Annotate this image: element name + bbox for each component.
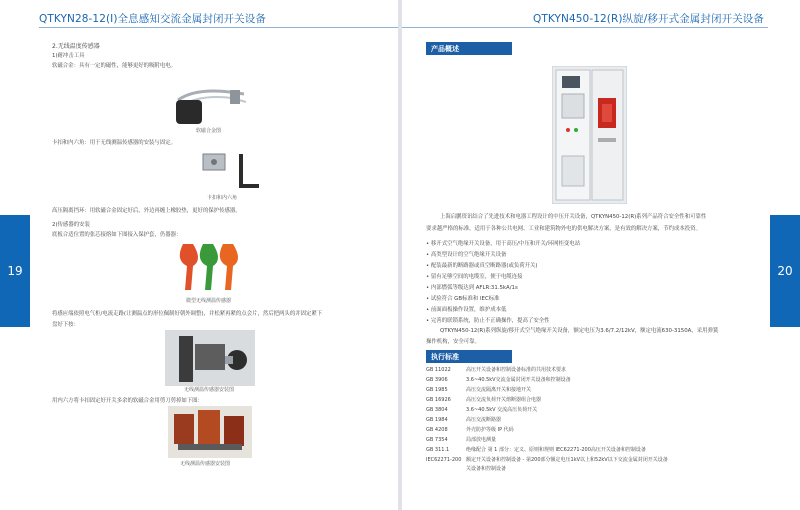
standard-row: IEC62271-200 额定开关设备和控制设备 - 第200部分额定电压1kV以上和52kV以下交流金属封闭开关设备 (426, 456, 668, 463)
standard-row: GB 3804 3.6~40.5kV 交流高压负荷开关 (426, 406, 538, 413)
right-page (402, 0, 800, 510)
figure-caption: 软磁合金图 (196, 128, 222, 134)
wireless-sensors-image (173, 240, 253, 295)
left-page-number: 19 (0, 215, 30, 327)
feature-bullet: • 前面面板操作设置，维护成本低 (426, 307, 507, 313)
body-text: 将感应端依照电气柜/电流走路(让测温点的形位佩制好朝外调整)，并松紧再紧的点会片，然后把两头的并固定紧下 (52, 311, 323, 317)
feature-bullet: • 试验符合 GB标准和 IEC标准 (426, 296, 500, 302)
body-text: 高压隔离挡环：用软磁合金固定好后，外边再缠上橡胶垫，更好的保护传感器。 (52, 208, 241, 214)
body-text: 软磁合金：具有一定的磁性，能够更好的吸附电电。 (52, 63, 176, 69)
sensor-installation-photo-2 (168, 406, 252, 458)
clip-and-hex-key-image (195, 148, 265, 193)
subsection-heading: 2)传感器的安装 (52, 222, 90, 228)
body-text: 盘好下按： (52, 322, 79, 328)
feature-bullet: • 高类型设计的空气绝缘开关设备 (426, 252, 507, 258)
section-product-overview: 产品概述 (426, 42, 512, 55)
sensor-installation-photo (165, 330, 255, 386)
standard-row: GB 1984 高压交流断路器 (426, 416, 502, 423)
intro-text: 上海启鹏资讯结合了先进技术和电器工程设计的中压开关设备，QTKYN450-12(R)系列产品符合安全性和可靠性 (440, 214, 707, 220)
switchgear-cabinet-image (552, 66, 627, 204)
closing-text: QTKYN450-12(R)系列纵旋/移开式空气绝缘开关设备，额定电压为3.6/7.2/12kV，额定电流630-3150A，采用弹簧 (440, 328, 719, 334)
body-text: 用内六方将卡扣固定好开关多余的软磁合金用剪刀剪掉如下图： (52, 398, 203, 404)
section-heading: 2.无线温度传感器 (52, 43, 100, 50)
soft-magnet-strap-image (170, 80, 250, 130)
figure-caption: 无线测温传感器安装图 (184, 387, 235, 393)
figure-caption: 微型无线测温传感器 (186, 298, 232, 304)
right-header-title: QTKYN450-12(R)纵旋/移开式金属封闭开关设备 (533, 13, 764, 25)
standard-row: GB 16926 高压交流负荷开关熔断器组合电器 (426, 396, 542, 403)
left-page (0, 0, 398, 510)
feature-bullet: • 完善的联锁系统，防止不正确操作，提高了安全性 (426, 318, 550, 324)
feature-bullet: • 内部燃弧等级达到 AFLR:31.5kA/1s (426, 285, 518, 291)
feature-bullet: • 移开式空气绝缘开关设备，用于高压/中压和开关/环网柜变电站 (426, 241, 581, 247)
intro-text: 要求越严格的标准，适用于各种公共电网、工业和建筑物外电的供电解决方案，是有效的解决方案，节约成本投资。 (426, 226, 701, 232)
standard-row: GB 3906 3.6~40.5kV交流金属封闭开关设备和控制设备 (426, 376, 571, 383)
feature-bullet: • 配装最新的断路器或真空断路器(或负荷开关) (426, 263, 538, 269)
standard-row: GB 7354 局部放电测量 (426, 436, 497, 443)
right-page-number: 20 (770, 215, 800, 327)
body-text: 卡扣和内六角：用于无线测温传感器的安装与固定。 (52, 140, 176, 146)
standard-row: GB 11022 高压开关设备和控制设备标准的共用技术要求 (426, 366, 567, 373)
standard-row-continuation: 关设备和控制设备 (466, 466, 507, 472)
subsection-heading: 1)耐冲击工具 (52, 53, 85, 59)
left-header-title: QTKYN28-12(I)全息感知交流金属封闭开关设备 (39, 13, 266, 25)
figure-caption: 卡扣和内六角 (207, 195, 238, 201)
feature-bullet: • 留有足够空间的电缆室，便于电缆连接 (426, 274, 523, 280)
standard-row: GB 311.1 绝缘配合 第 1 部分：定义、原则和规则 IEC62271-200高压开关设备和控制设备 (426, 446, 646, 453)
section-standards: 执行标准 (426, 350, 512, 363)
figure-caption: 无线测温传感器安装图 (180, 461, 231, 467)
right-header-rule (402, 27, 768, 28)
standard-row: GB 4208 外壳防护等级 IP 代码 (426, 426, 514, 433)
body-text: 底板合适位置的张芯接熔如下图接入保护套，仍器器： (52, 232, 182, 238)
closing-text: 操作机构，安全可靠。 (426, 339, 480, 345)
standard-row: GB 1985 高压交流隔离开关和接地开关 (426, 386, 532, 393)
left-header-rule (39, 27, 398, 28)
